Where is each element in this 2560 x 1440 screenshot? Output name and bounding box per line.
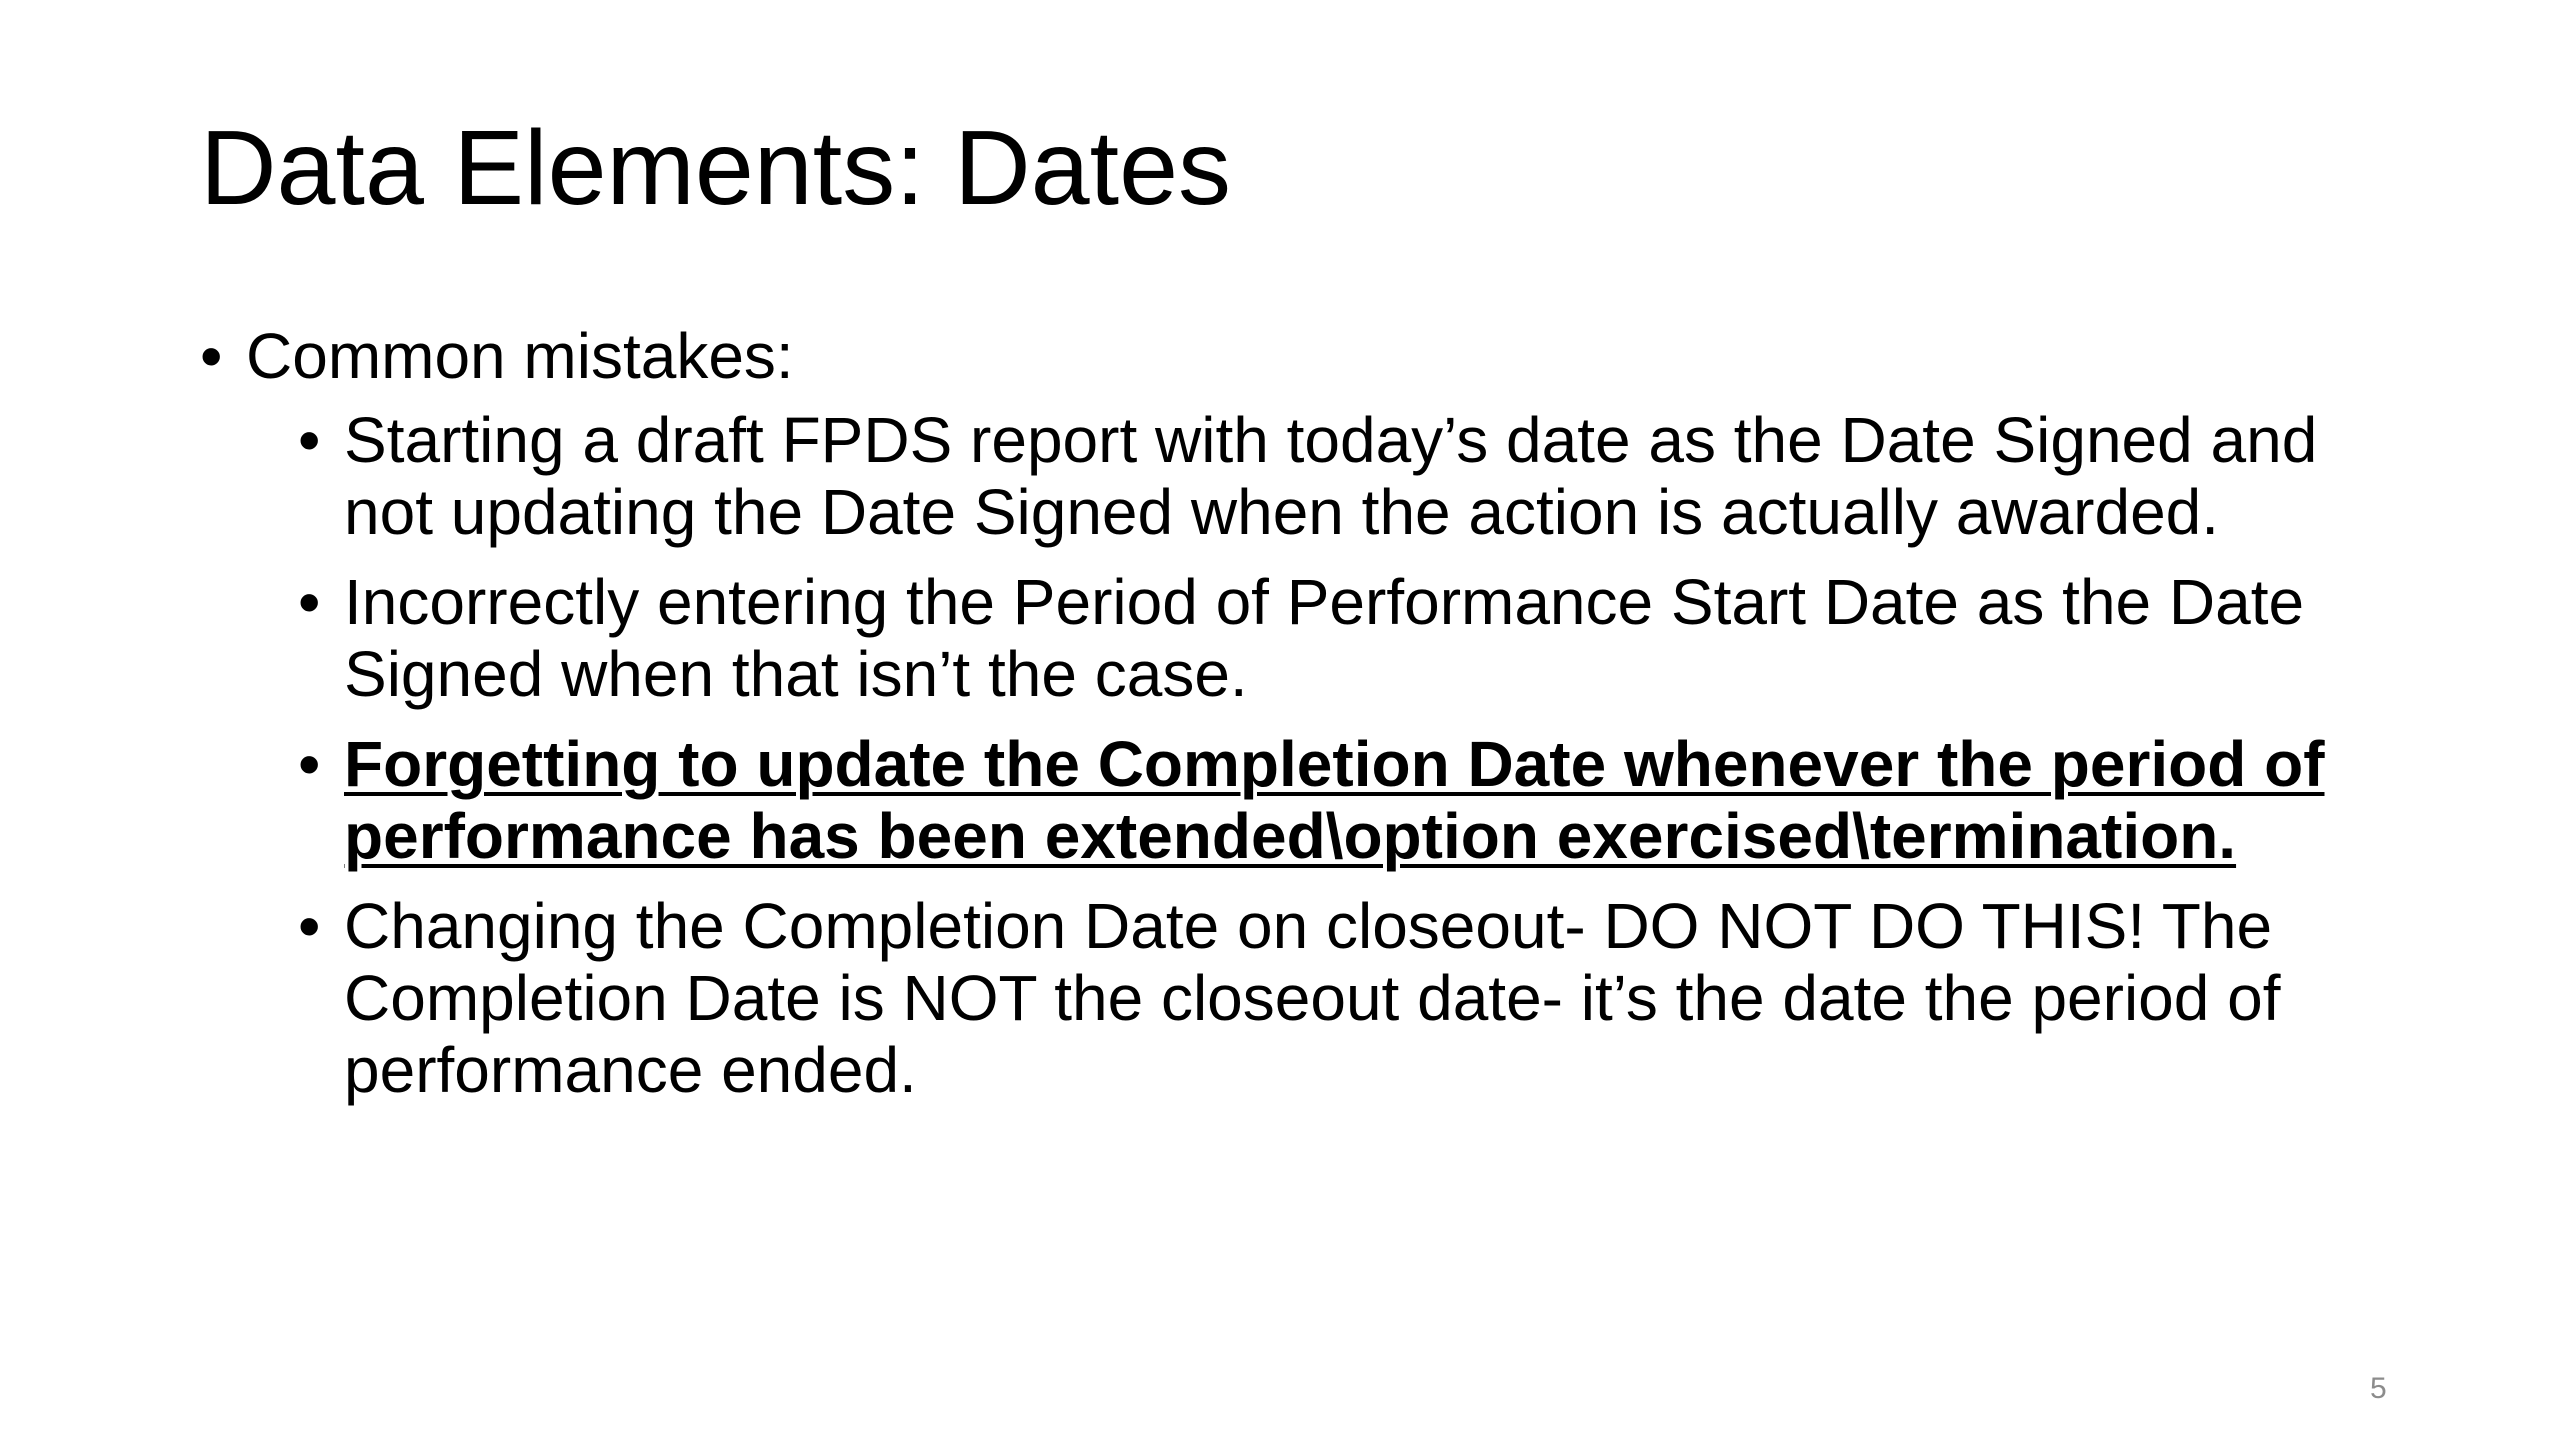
- sub-bullet-pop-start-date: [298, 566, 2394, 710]
- sub-bullet-emphasized-text: Forgetting to update the Completion Date whenever the period of performance has been extended\option exercised\termination.: [344, 728, 2325, 872]
- sub-bullet-update-completion-date: [298, 728, 2394, 872]
- sub-bullet-text: Incorrectly entering the Period of Performance Start Date as the Date Signed when that isn’t the case.: [344, 566, 2305, 710]
- sub-bullet-closeout-warning: [298, 890, 2394, 1106]
- sub-bullet-text: Changing the Completion Date on closeout- DO NOT DO THIS! The Completion Date is NOT the closeout date- it’s the date the period of performance ended.: [344, 890, 2281, 1106]
- sub-bullet-draft-date-signed: [298, 404, 2394, 548]
- main-bullet: • Common mistakes:: [200, 320, 2400, 392]
- slide-title: Data Elements: Dates: [200, 109, 1232, 227]
- sub-bullet-text: Starting a draft FPDS report with today’s date as the Date Signed and not updating the Date Signed when the action is actually awarded.: [344, 404, 2318, 548]
- page-number: 5: [2370, 1372, 2387, 1405]
- slide-content: [200, 320, 2400, 1124]
- sub-bullet-list: [200, 404, 2400, 1106]
